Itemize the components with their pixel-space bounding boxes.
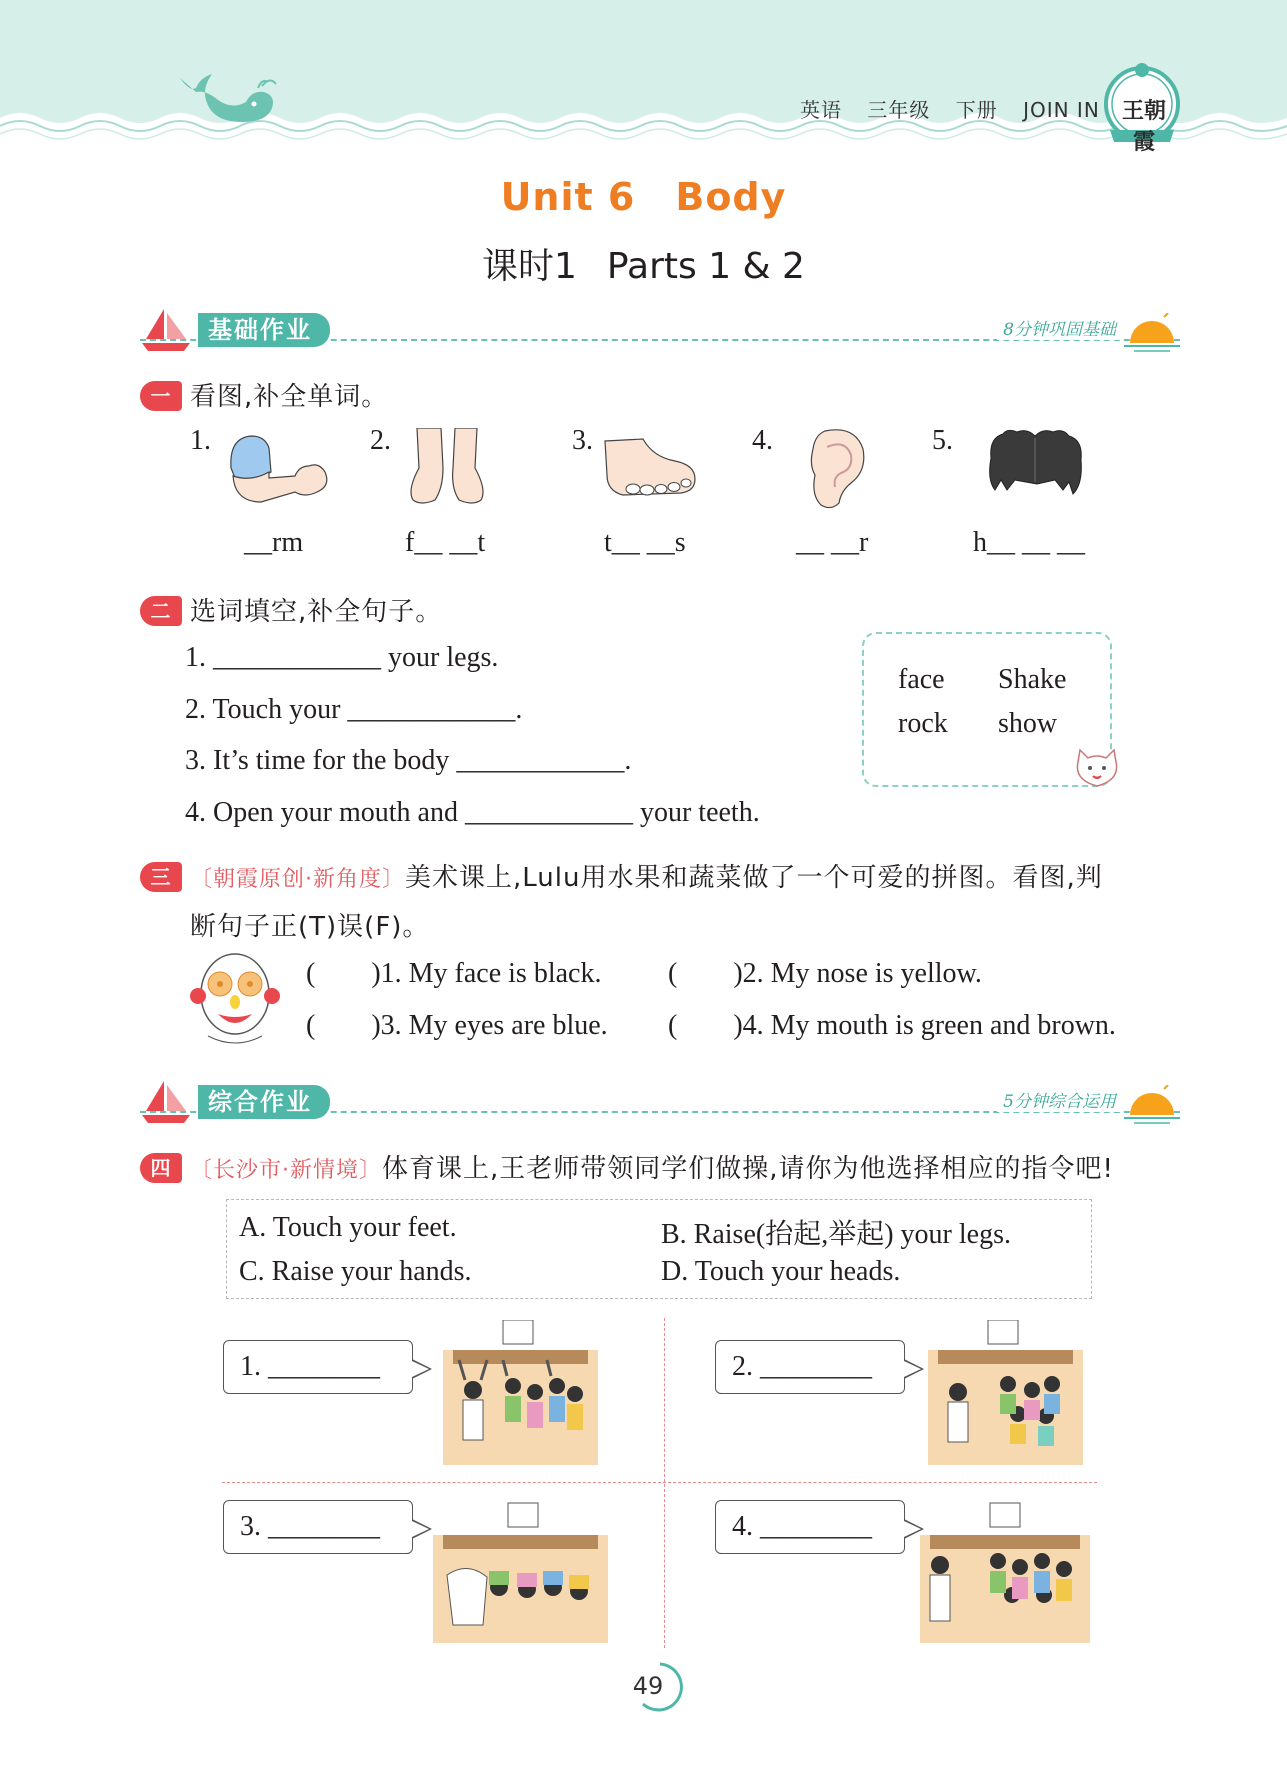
question-3-heading-cont: 断句子正(T)误(F)。 (190, 912, 430, 942)
header-meta (800, 94, 1100, 123)
q1-blank-word[interactable]: t__ __s (604, 527, 686, 558)
q1-item-number: 3. (572, 425, 593, 456)
page-number: 49 (632, 1672, 664, 1700)
q3-statement[interactable]: ( )1. My face is black. (306, 958, 602, 989)
q1-blank-word[interactable]: h__ __ __ (973, 527, 1085, 558)
question-2-heading (140, 591, 442, 628)
unit-number: Unit 6 (500, 175, 636, 219)
option-c: C. Raise your hands. (239, 1256, 472, 1287)
sunset-icon (1124, 1085, 1180, 1125)
fruit-face-icon (188, 950, 283, 1050)
question-3-heading (140, 857, 1180, 894)
q1-item-number: 1. (190, 425, 211, 456)
q1-blank-word[interactable]: __rm (244, 527, 304, 558)
header-series: JOIN IN (1023, 98, 1100, 122)
q2-sentence[interactable]: 3. It’s time for the body ____________. (185, 745, 632, 776)
option-d: D. Touch your heads. (661, 1256, 901, 1287)
section-label: 基础作业 (198, 313, 330, 347)
section-bar-comprehensive (140, 1077, 1180, 1127)
word-bank-item: Shake (998, 664, 1067, 695)
section-time-note: 8分钟巩固基础 (997, 315, 1122, 340)
q1-item-number: 2. (370, 425, 391, 456)
grid-divider-horizontal (222, 1482, 1097, 1483)
lesson-number: 课时1 (482, 246, 577, 287)
toes-icon (603, 435, 698, 505)
hands-up-scene-icon (443, 1320, 603, 1470)
option-b: B. Raise(抬起,举起) your legs. (661, 1219, 1011, 1250)
hair-icon (985, 428, 1085, 503)
arm-icon (225, 428, 335, 508)
section-time-note: 5分钟综合运用 (997, 1087, 1122, 1112)
word-bank-box (862, 632, 1112, 787)
q1-item-number: 5. (932, 425, 953, 456)
question-number-badge: 一 (140, 381, 182, 411)
question-number-badge: 四 (140, 1153, 182, 1183)
sailboat-icon (140, 1077, 192, 1127)
q3-statement[interactable]: ( )4. My mouth is green and brown. (668, 1010, 1116, 1041)
feet-icon (405, 428, 490, 508)
unit-topic: Body (675, 175, 787, 219)
ear-icon (805, 425, 870, 510)
answer-box[interactable]: 1. ________ (223, 1340, 413, 1394)
header-volume: 下册 (955, 98, 998, 122)
word-bank-item: rock (898, 708, 948, 739)
q3-statement[interactable]: ( )3. My eyes are blue. (306, 1010, 608, 1041)
question-1-heading (140, 376, 388, 413)
question-source-tag: 〔长沙市·新情境〕 (190, 1158, 382, 1183)
unit-title (0, 175, 1287, 219)
answer-box[interactable]: 2. ________ (715, 1340, 905, 1394)
header-grade: 三年级 (867, 98, 931, 122)
question-source-tag: 〔朝霞原创·新角度〕 (190, 867, 405, 892)
question-number-badge: 二 (140, 596, 182, 626)
question-4-heading (140, 1148, 1114, 1185)
q2-sentence[interactable]: 4. Open your mouth and ____________ your teeth. (185, 797, 760, 828)
option-a: A. Touch your feet. (239, 1212, 457, 1243)
cat-icon (1072, 746, 1122, 790)
grid-divider-vertical (664, 1318, 665, 1648)
section-label: 综合作业 (198, 1085, 330, 1119)
answer-box[interactable]: 4. ________ (715, 1500, 905, 1554)
word-bank-item: show (998, 708, 1058, 739)
q1-blank-word[interactable]: f__ __t (405, 527, 486, 558)
answer-box[interactable]: 3. ________ (223, 1500, 413, 1554)
q3-statement[interactable]: ( )2. My nose is yellow. (668, 958, 982, 989)
question-instruction: 选词填空,补全句子。 (190, 597, 443, 627)
lesson-title (0, 238, 1287, 289)
question-instruction: 体育课上,王老师带领同学们做操,请你为他选择相应的指令吧! (382, 1154, 1114, 1184)
touch-feet-scene-icon (433, 1495, 608, 1645)
q1-item-number: 4. (752, 425, 773, 456)
q1-blank-word[interactable]: __ __r (796, 527, 869, 558)
word-bank-item: face (898, 664, 945, 695)
q2-sentence[interactable]: 2. Touch your ____________. (185, 694, 523, 725)
touch-heads-scene-icon (928, 1320, 1088, 1470)
header-subject: 英语 (800, 98, 842, 122)
section-bar-basic (140, 305, 1180, 355)
question-instruction: 美术课上,Lulu用水果和蔬菜做了一个可爱的拼图。看图,判 (405, 863, 1103, 893)
whale-icon (172, 70, 282, 140)
brand-name: 王朝霞 (1121, 98, 1166, 155)
question-number-badge: 三 (140, 862, 182, 892)
options-box (226, 1199, 1092, 1299)
lesson-parts: Parts 1 & 2 (606, 246, 805, 287)
question-instruction: 看图,补全单词。 (190, 382, 389, 412)
raise-legs-scene-icon (920, 1495, 1090, 1645)
sunset-icon (1124, 313, 1180, 353)
sailboat-icon (140, 305, 192, 355)
q2-sentence[interactable]: 1. ____________ your legs. (185, 642, 499, 673)
